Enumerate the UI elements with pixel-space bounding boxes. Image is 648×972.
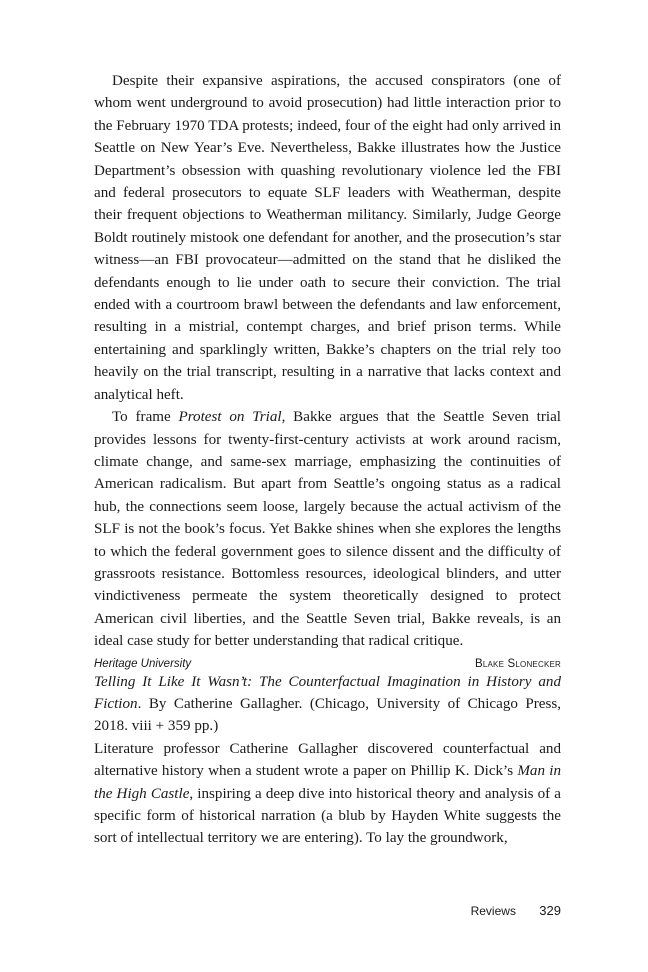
paragraph-text: Literature professor Catherine Gallagher discovered counterfactual and alternative history when a student wrote a paper on Phillip K. Dick’s	[94, 740, 561, 780]
book-title-reference: Protest on Trial	[178, 409, 282, 426]
page-content	[94, 70, 561, 850]
book-details: . By Catherine Gallagher. (Chicago, University of Chicago Press, 2018. viii + 359 pp.)	[94, 695, 561, 735]
book-title-reference: Man in the High Castle	[94, 763, 561, 802]
book-title: Telling It Like It Wasn’t: The Counterfactual Imagination in History and Fiction	[94, 673, 561, 712]
running-footer-section: Reviews	[470, 904, 516, 918]
review-paragraph-2	[94, 406, 561, 652]
paragraph-text: , Bakke argues that the Seattle Seven trial provides lessons for twenty-first-century activists at work around racism, climate change, and same-sex marriage, emphasizing the continuities of American radicalism. But apart from Seattle’s ongoing status as a radical hub, the connections seem loose, largely because the actual activism of the SLF is not the book’s focus. Yet Bakke shines when she explores the lengths to which the federal government goes to silence dissent and the difficulty of grassroots resistance. Bottomless resources, ideological blinders, and utter vindictiveness permeate the system theoretically designed to protect American civil liberties, and the Seattle Seven trial, Bakke reveals, is an ideal case study for better understanding that radical critique.	[94, 409, 561, 650]
paragraph-text: To frame	[112, 409, 179, 426]
page-number: 329	[539, 903, 561, 918]
page-footer	[94, 903, 561, 918]
reviewer-signature	[94, 657, 561, 671]
reviewer-name: Blake Slonecker	[474, 657, 561, 670]
reviewer-affiliation: Heritage University	[94, 657, 192, 670]
book-citation	[94, 671, 561, 738]
paragraph-text: , inspiring a deep dive into historical theory and analysis of a specific form of historical narration (a blub by Hayden White suggests the sort of intellectual territory we are entering). To lay the groundwork,	[94, 785, 562, 847]
review-paragraph-1: Despite their expansive aspirations, the accused conspirators (one of whom went underground to avoid prosecution) had little interaction prior to the February 1970 TDA protests; indeed, four of the eight had only arrived in Seattle on New Year’s Eve. Nevertheless, Bakke illustrates how the Justice Department’s obsession with quashing revolutionary violence led the FBI and federal prosecutors to equate SLF leaders with Weatherman, despite their frequent objections to Weatherman militancy. Similarly, Judge George Boldt routinely mistook one defendant for another, and the prosecution’s star witness—an FBI provocateur—admitted on the stand that he disliked the defendants enough to lie under oath to secure their conviction. The trial ended with a courtroom brawl between the defendants and law enforcement, resulting in a mistrial, contempt charges, and brief prison terms. While entertaining and sparklingly written, Bakke’s chapters on the trial rely too heavily on the trial transcript, resulting in a narrative that lacks context and analytical heft.	[94, 73, 561, 403]
review-2-paragraph-1	[94, 738, 561, 850]
